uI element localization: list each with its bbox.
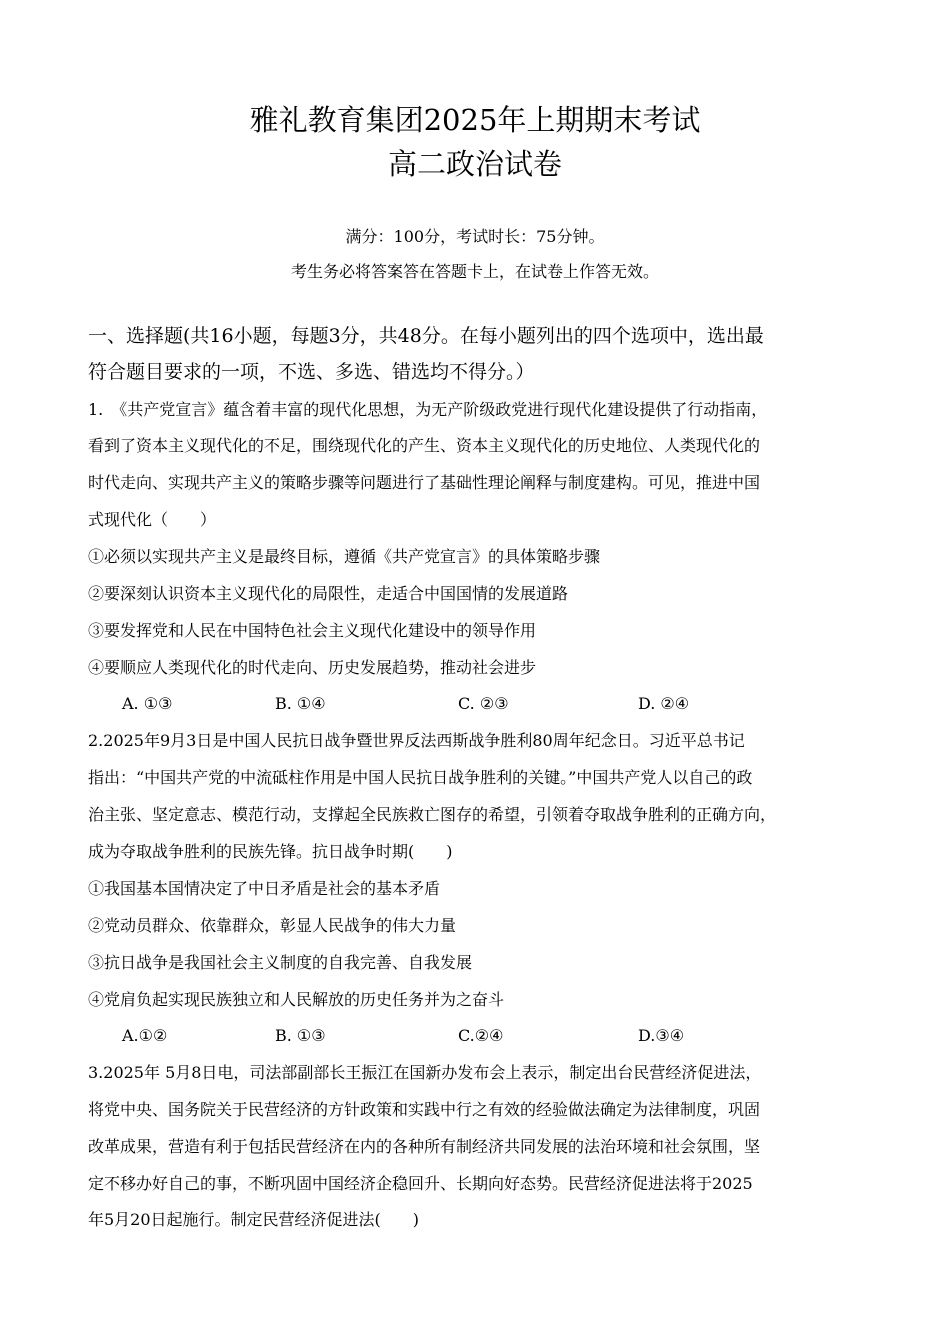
exam-info: 满分：100分，考试时长：75分钟。 xyxy=(345,227,605,246)
q1-option-d: D. ②④ xyxy=(638,694,690,713)
section-heading xyxy=(88,318,878,390)
q1-stem-line: 时代走向、实现共产主义的策略步骤等问题进行了基础性理论阐释与制度建构。可见，推进中国 xyxy=(88,473,761,492)
section-heading-line: 一、选择题(共16小题，每题3分，共48分。在每小题列出的四个选项中，选出最 xyxy=(88,325,764,347)
q1-item: ③要发挥党和人民在中国特色社会主义现代化建设中的领导作用 xyxy=(88,621,537,640)
q3-stem-line: 3.2025年 5月8日电，司法部副部长王振江在国新办发布会上表示，制定出台民营经济促进法， xyxy=(88,1063,762,1082)
q3-stem-line: 年5月20日起施行。制定民营经济促进法( ) xyxy=(88,1210,420,1229)
q1-option-c: C. ②③ xyxy=(458,694,509,713)
q2-item: ③抗日战争是我国社会主义制度的自我完善、自我发展 xyxy=(88,953,473,972)
q1-item: ①必须以实现共产主义是最终目标，遵循《共产党宣言》的具体策略步骤 xyxy=(88,547,601,566)
q3-stem-line: 改革成果，营造有利于包括民营经济在内的各种所有制经济共同发展的法治环境和社会氛围，坚 xyxy=(88,1137,761,1156)
q2-option-a: A.①② xyxy=(122,1026,168,1045)
q1-stem-line: 式现代化（ ） xyxy=(88,510,217,529)
q2-stem-line: 治主张、坚定意志、模范行动，支撑起全民族救亡图存的希望，引领着夺取战争胜利的正确方向， xyxy=(88,805,777,824)
q2-item: ②党动员群众、依靠群众，彰显人民战争的伟大力量 xyxy=(88,916,457,935)
q2-option-d: D.③④ xyxy=(638,1026,685,1045)
q1-option-a: A. ①③ xyxy=(122,694,173,713)
q2-stem-line: 成为夺取战争胜利的民族先锋。抗日战争时期( ) xyxy=(88,842,453,861)
q3-stem-line: 定不移办好自己的事，不断巩固中国经济企稳回升、长期向好态势。民营经济促进法将于2025 xyxy=(88,1174,753,1193)
q2-item: ①我国基本国情决定了中日矛盾是社会的基本矛盾 xyxy=(88,879,441,898)
q2-item: ④党肩负起实现民族独立和人民解放的历史任务并为之奋斗 xyxy=(88,990,505,1009)
q2-option-c: C.②④ xyxy=(458,1026,504,1045)
exam-notice: 考生务必将答案答在答题卡上，在试卷上作答无效。 xyxy=(290,262,659,281)
q2-stem-line: 指出：“中国共产党的中流砥柱作用是中国人民抗日战争胜利的关键。”中国共产党人以自己的政 xyxy=(88,768,753,787)
exam-subtitle: 高二政治试卷 xyxy=(387,147,562,181)
exam-title: 雅礼教育集团2025年上期期末考试 xyxy=(249,103,701,137)
q1-option-b: B. ①④ xyxy=(275,694,326,713)
q2-option-b: B. ①③ xyxy=(275,1026,326,1045)
q3-stem-line: 将党中央、国务院关于民营经济的方针政策和实践中行之有效的经验做法确定为法律制度，巩固 xyxy=(88,1100,761,1119)
section-heading-line: 符合题目要求的一项，不选、多选、错选均不得分。） xyxy=(88,361,535,383)
q1-stem-line: 1. 《共产党宣言》蕴含着丰富的现代化思想，为无产阶级政党进行现代化建设提供了行动指南， xyxy=(88,400,768,419)
q1-stem-line: 看到了资本主义现代化的不足，围绕现代化的产生、资本主义现代化的历史地位、人类现代化的 xyxy=(88,436,761,455)
q1-item: ②要深刻认识资本主义现代化的局限性，走适合中国国情的发展道路 xyxy=(88,584,569,603)
q2-stem-line: 2.2025年9月3日是中国人民抗日战争暨世界反法西斯战争胜利80周年纪念日。习近平总书记 xyxy=(88,731,745,750)
q1-item: ④要顺应人类现代化的时代走向、历史发展趋势，推动社会进步 xyxy=(88,658,537,677)
